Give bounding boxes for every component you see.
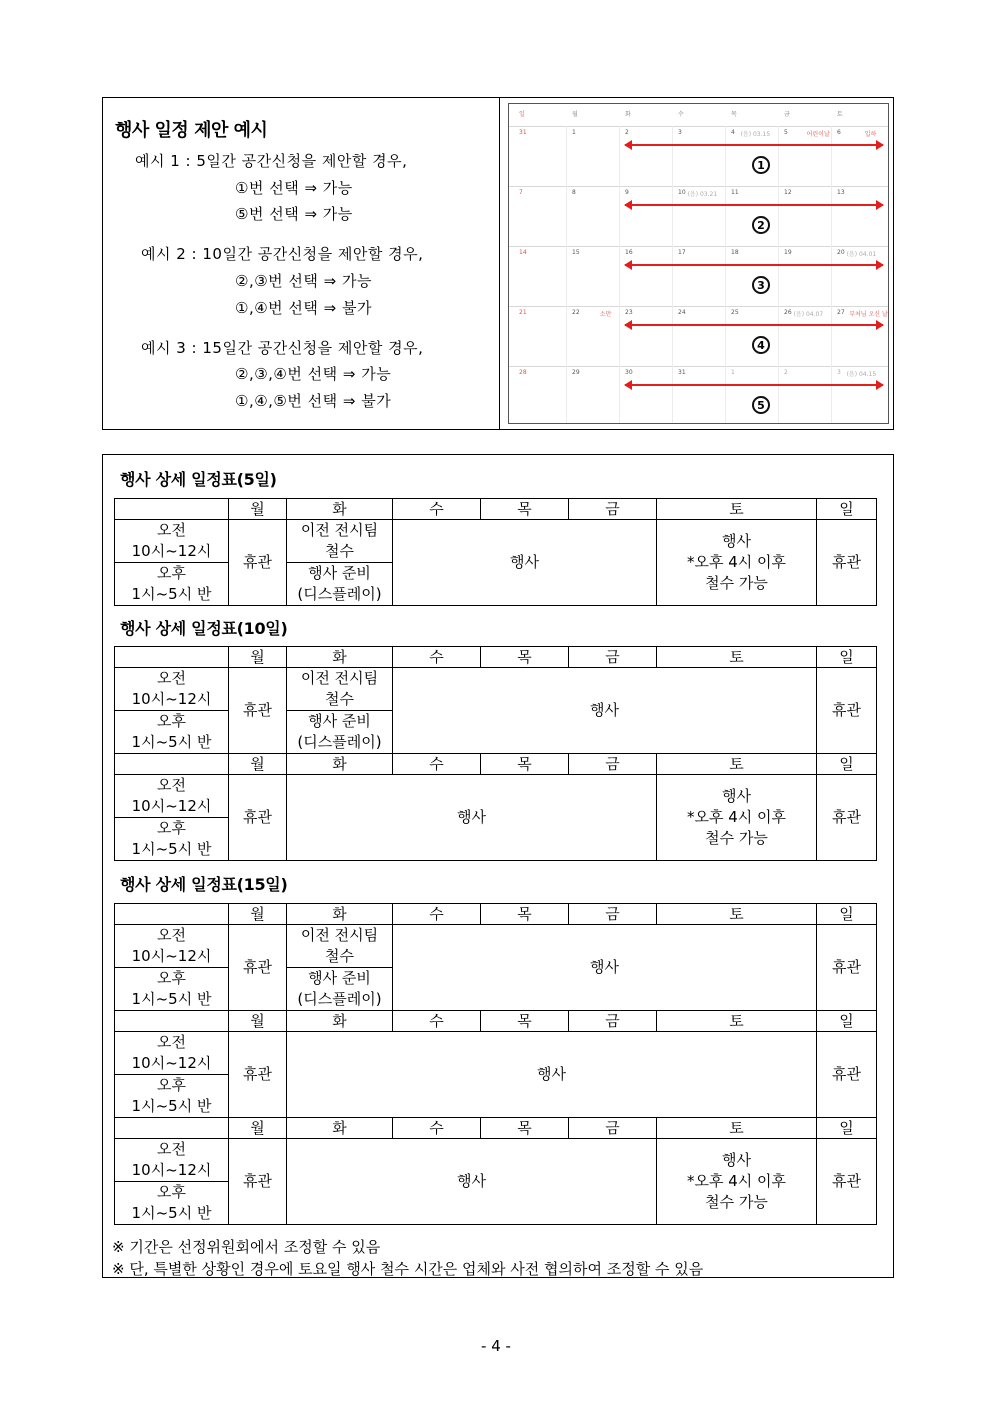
header-sat: 토 (657, 754, 817, 775)
calendar-date: 24 (678, 309, 686, 316)
period-arrow (625, 264, 883, 266)
example-title: 행사 일정 제안 예시 (115, 120, 268, 141)
header-wed: 수 (393, 1118, 481, 1139)
calendar-cell-separator (619, 306, 620, 366)
time-pm (115, 818, 229, 861)
header-mon: 월 (229, 904, 287, 925)
period-marker: 3 (752, 276, 770, 294)
withdraw-line-2: 철수 (325, 947, 354, 965)
time-am (115, 520, 229, 563)
calendar-date: 7 (519, 189, 523, 196)
calendar-cell-separator (566, 366, 567, 424)
calendar-cell-separator (831, 126, 832, 186)
period-marker: 2 (752, 216, 770, 234)
calendar-cell-separator (619, 246, 620, 306)
table-header-row (115, 499, 877, 520)
calendar-date: 10 (678, 189, 686, 196)
calendar-cell-separator (831, 186, 832, 246)
calendar-cell-separator (778, 186, 779, 246)
header-wed: 수 (393, 1011, 481, 1032)
calendar-cell-separator (831, 366, 832, 424)
calendar-date: 12 (784, 189, 792, 196)
header-blank (115, 1011, 229, 1032)
am-label: 오전 (157, 776, 186, 794)
cell-event: 행사 (393, 925, 817, 1011)
am-label: 오전 (157, 669, 186, 687)
am-time: 10시~12시 (131, 947, 212, 965)
schedule-5-title: 행사 상세 일정표(5일) (120, 470, 277, 489)
header-sat: 토 (657, 1118, 817, 1139)
time-am (115, 668, 229, 711)
am-time: 10시~12시 (131, 542, 212, 560)
calendar-cell-separator (672, 306, 673, 366)
calendar-date-note: (음) 03.21 (687, 191, 718, 198)
period-marker: 4 (752, 336, 770, 354)
sat-line-2: *오후 4시 이후 (686, 1172, 787, 1190)
header-fri: 금 (569, 754, 657, 775)
table-row-am (115, 520, 877, 563)
calendar-date-note: (음) 04.07 (793, 311, 824, 318)
schedule-15-table (114, 903, 877, 1225)
header-wed: 수 (393, 499, 481, 520)
sat-line-1: 행사 (722, 532, 751, 550)
calendar-date: 20 (837, 249, 845, 256)
am-label: 오전 (157, 521, 186, 539)
calendar-week-row (509, 366, 888, 424)
am-label: 오전 (157, 1140, 186, 1158)
am-time: 10시~12시 (131, 690, 212, 708)
pm-time: 1시~5시 반 (131, 840, 212, 858)
cell-event: 행사 (287, 775, 657, 861)
am-time: 10시~12시 (131, 1054, 212, 1072)
cell-mon-closed: 휴관 (229, 668, 287, 754)
calendar-cell-separator (725, 306, 726, 366)
header-fri: 금 (569, 1118, 657, 1139)
am-time: 10시~12시 (131, 1161, 212, 1179)
example-1-option-b: ⑤번 선택 ⇒ 가능 (235, 205, 353, 223)
example-box (102, 97, 894, 430)
calendar-cell-separator (566, 306, 567, 366)
header-thu: 목 (481, 647, 569, 668)
cell-sun-closed: 휴관 (817, 925, 877, 1011)
example-3-option-a: ②,③,④번 선택 ⇒ 가능 (235, 365, 392, 383)
pm-time: 1시~5시 반 (131, 585, 212, 603)
pm-time: 1시~5시 반 (131, 1204, 212, 1222)
calendar-date: 14 (519, 249, 527, 256)
calendar-date-note: (음) 03.15 (740, 131, 771, 138)
header-fri: 금 (569, 1011, 657, 1032)
withdraw-line-1: 이전 전시팀 (300, 521, 379, 539)
calendar-date: 21 (519, 309, 527, 316)
pm-label: 오후 (157, 1183, 186, 1201)
cell-sun-closed: 휴관 (817, 1032, 877, 1118)
header-sun: 일 (817, 904, 877, 925)
calendar-day-sat: 토 (837, 111, 843, 118)
header-sat: 토 (657, 499, 817, 520)
header-blank (115, 499, 229, 520)
header-wed: 수 (393, 754, 481, 775)
header-tue: 화 (287, 647, 393, 668)
cell-tue-prep (287, 711, 393, 754)
cell-sun-closed: 휴관 (817, 1139, 877, 1225)
header-blank (115, 647, 229, 668)
header-sat: 토 (657, 904, 817, 925)
withdraw-line-2: 철수 (325, 690, 354, 708)
calendar-date: 27 (837, 309, 845, 316)
am-label: 오전 (157, 1033, 186, 1051)
header-thu: 목 (481, 904, 569, 925)
header-sun: 일 (817, 754, 877, 775)
table-header-row (115, 1011, 877, 1032)
calendar-week-row (509, 246, 888, 307)
time-am (115, 925, 229, 968)
cell-tue-withdraw (287, 925, 393, 968)
time-pm (115, 711, 229, 754)
calendar-date: 23 (625, 309, 633, 316)
calendar-day-fri: 금 (784, 111, 790, 118)
calendar-cell-separator (725, 246, 726, 306)
schedule-5-table (114, 498, 877, 606)
cell-sat (657, 520, 817, 606)
header-fri: 금 (569, 499, 657, 520)
cell-sun-closed: 휴관 (817, 775, 877, 861)
header-fri: 금 (569, 647, 657, 668)
time-am (115, 1032, 229, 1075)
calendar-cell-separator (725, 126, 726, 186)
header-sun: 일 (817, 499, 877, 520)
time-am (115, 1139, 229, 1182)
table-header-row (115, 904, 877, 925)
withdraw-line-1: 이전 전시팀 (300, 669, 379, 687)
period-arrow (625, 204, 883, 206)
header-thu: 목 (481, 499, 569, 520)
cell-tue-withdraw (287, 668, 393, 711)
sat-line-2: *오후 4시 이후 (686, 553, 787, 571)
schedule-10-title: 행사 상세 일정표(10일) (120, 619, 288, 638)
cell-sat (657, 775, 817, 861)
sat-line-2: *오후 4시 이후 (686, 808, 787, 826)
calendar-header (509, 104, 888, 127)
calendar-week-row (509, 306, 888, 367)
calendar-date: 2 (784, 369, 788, 376)
calendar-cell-separator (778, 246, 779, 306)
header-blank (115, 1118, 229, 1139)
prep-line-2: (디스플레이) (297, 990, 382, 1008)
header-mon: 월 (229, 1011, 287, 1032)
cell-tue-prep (287, 968, 393, 1011)
calendar-date: 19 (784, 249, 792, 256)
schedule-10-table (114, 646, 877, 861)
calendar-date: 3 (678, 129, 682, 136)
calendar-cell-separator (566, 186, 567, 246)
example-1-option-a: ①번 선택 ⇒ 가능 (235, 179, 353, 197)
calendar-cell-separator (778, 306, 779, 366)
cell-sun-closed: 휴관 (817, 520, 877, 606)
calendar-day-mon: 월 (572, 111, 578, 118)
header-thu: 목 (481, 1011, 569, 1032)
cell-mon-closed: 휴관 (229, 925, 287, 1011)
calendar-date: 30 (625, 369, 633, 376)
calendar-cell-separator (725, 366, 726, 424)
period-marker: 1 (752, 156, 770, 174)
calendar-date: 3 (837, 369, 841, 376)
calendar-date-note: 어린이날 (806, 131, 830, 138)
calendar-date: 29 (572, 369, 580, 376)
header-blank (115, 754, 229, 775)
example-2-heading: 예시 2 : 10일간 공간신청을 제안할 경우, (141, 245, 424, 263)
header-wed: 수 (393, 647, 481, 668)
sat-line-1: 행사 (722, 787, 751, 805)
am-label: 오전 (157, 926, 186, 944)
calendar-date: 11 (731, 189, 739, 196)
cell-mon-closed: 휴관 (229, 775, 287, 861)
cell-tue-prep (287, 563, 393, 606)
example-2-option-b: ①,④번 선택 ⇒ 불가 (235, 299, 372, 317)
header-mon: 월 (229, 1118, 287, 1139)
calendar-week-row (509, 126, 888, 187)
period-arrow (625, 324, 883, 326)
header-tue: 화 (287, 904, 393, 925)
sat-line-1: 행사 (722, 1151, 751, 1169)
header-sun: 일 (817, 647, 877, 668)
example-3-heading: 예시 3 : 15일간 공간신청을 제안할 경우, (141, 339, 424, 357)
calendar-date: 18 (731, 249, 739, 256)
pm-label: 오후 (157, 1076, 186, 1094)
pm-label: 오후 (157, 712, 186, 730)
calendar-date: 1 (731, 369, 735, 376)
header-tue: 화 (287, 499, 393, 520)
calendar-date: 26 (784, 309, 792, 316)
cell-mon-closed: 휴관 (229, 1139, 287, 1225)
calendar-image (508, 103, 889, 424)
cell-event: 행사 (393, 520, 657, 606)
calendar-date: 28 (519, 369, 527, 376)
calendar-cell-separator (672, 366, 673, 424)
time-pm (115, 1075, 229, 1118)
calendar-date-note: (음) 04.15 (846, 371, 877, 378)
calendar-cell-separator (619, 126, 620, 186)
calendar-date: 17 (678, 249, 686, 256)
period-arrow (625, 384, 883, 386)
table-row-am (115, 668, 877, 711)
period-arrow (625, 144, 883, 146)
cell-event: 행사 (287, 1032, 817, 1118)
calendar-date: 6 (837, 129, 841, 136)
prep-line-2: (디스플레이) (297, 585, 382, 603)
am-time: 10시~12시 (131, 797, 212, 815)
example-2-option-a: ②,③번 선택 ⇒ 가능 (235, 272, 372, 290)
table-row-am (115, 925, 877, 968)
header-tue: 화 (287, 1011, 393, 1032)
calendar-date: 4 (731, 129, 735, 136)
header-mon: 월 (229, 647, 287, 668)
header-sun: 일 (817, 1118, 877, 1139)
calendar-date-note: 소만 (599, 311, 612, 318)
calendar-date: 5 (784, 129, 788, 136)
withdraw-line-2: 철수 (325, 542, 354, 560)
note-1: ※ 기간은 선정위원회에서 조정할 수 있음 (112, 1238, 381, 1256)
sat-line-3: 철수 가능 (705, 1193, 768, 1211)
header-mon: 월 (229, 499, 287, 520)
pm-time: 1시~5시 반 (131, 1097, 212, 1115)
table-row-am (115, 1139, 877, 1182)
header-sat: 토 (657, 1011, 817, 1032)
time-pm (115, 563, 229, 606)
calendar-day-tue: 화 (625, 111, 631, 118)
pm-time: 1시~5시 반 (131, 990, 212, 1008)
calendar-cell-separator (831, 246, 832, 306)
calendar-day-thu: 목 (731, 111, 737, 118)
calendar-day-sun: 일 (519, 111, 525, 118)
table-header-row (115, 1118, 877, 1139)
prep-line-1: 행사 준비 (308, 969, 371, 987)
calendar-cell-separator (778, 126, 779, 186)
header-sat: 토 (657, 647, 817, 668)
prep-line-1: 행사 준비 (308, 712, 371, 730)
calendar-date-note: (음) 04.01 (846, 251, 877, 258)
page-number: - 4 - (481, 1337, 511, 1355)
cell-mon-closed: 휴관 (229, 1032, 287, 1118)
header-mon: 월 (229, 754, 287, 775)
header-wed: 수 (393, 904, 481, 925)
header-fri: 금 (569, 904, 657, 925)
table-header-row (115, 647, 877, 668)
note-2: ※ 단, 특별한 상황인 경우에 토요일 행사 철수 시간은 업체와 사전 협의하여 조정할 수 있음 (112, 1260, 704, 1278)
header-tue: 화 (287, 754, 393, 775)
pm-label: 오후 (157, 819, 186, 837)
calendar-cell-separator (672, 186, 673, 246)
calendar-cell-separator (725, 186, 726, 246)
cell-event: 행사 (393, 668, 817, 754)
calendar-date-note: 입하 (864, 131, 877, 138)
calendar-date-note: 부처님 오신 날 (849, 311, 888, 318)
table-header-row (115, 754, 877, 775)
calendar-cell-separator (566, 246, 567, 306)
sat-line-3: 철수 가능 (705, 829, 768, 847)
sat-line-3: 철수 가능 (705, 574, 768, 592)
time-am (115, 775, 229, 818)
time-pm (115, 1182, 229, 1225)
calendar-date: 1 (572, 129, 576, 136)
pm-label: 오후 (157, 969, 186, 987)
calendar-date: 31 (678, 369, 686, 376)
calendar-week-row (509, 186, 888, 247)
time-pm (115, 968, 229, 1011)
calendar-date: 16 (625, 249, 633, 256)
header-sun: 일 (817, 1011, 877, 1032)
cell-sun-closed: 휴관 (817, 668, 877, 754)
header-thu: 목 (481, 754, 569, 775)
calendar-cell-separator (566, 126, 567, 186)
calendar-date: 22 (572, 309, 580, 316)
pm-time: 1시~5시 반 (131, 733, 212, 751)
header-blank (115, 904, 229, 925)
calendar-date: 9 (625, 189, 629, 196)
calendar-date: 25 (731, 309, 739, 316)
calendar-cell-separator (831, 306, 832, 366)
prep-line-2: (디스플레이) (297, 733, 382, 751)
header-tue: 화 (287, 1118, 393, 1139)
calendar-date: 8 (572, 189, 576, 196)
calendar-date: 2 (625, 129, 629, 136)
calendar-cell-separator (778, 366, 779, 424)
calendar-cell-separator (619, 366, 620, 424)
calendar-cell-separator (672, 126, 673, 186)
cell-tue-withdraw (287, 520, 393, 563)
calendar-date: 31 (519, 129, 527, 136)
example-divider (499, 98, 500, 429)
cell-event: 행사 (287, 1139, 657, 1225)
table-row-am (115, 775, 877, 818)
calendar-day-wed: 수 (678, 111, 684, 118)
example-3-option-b: ①,④,⑤번 선택 ⇒ 불가 (235, 392, 392, 410)
cell-sat (657, 1139, 817, 1225)
example-1-heading: 예시 1 : 5일간 공간신청을 제안할 경우, (135, 152, 408, 170)
pm-label: 오후 (157, 564, 186, 582)
table-row-am (115, 1032, 877, 1075)
prep-line-1: 행사 준비 (308, 564, 371, 582)
withdraw-line-1: 이전 전시팀 (300, 926, 379, 944)
calendar-cell-separator (672, 246, 673, 306)
cell-mon-closed: 휴관 (229, 520, 287, 606)
period-marker: 5 (752, 396, 770, 414)
schedule-15-title: 행사 상세 일정표(15일) (120, 875, 288, 894)
calendar-date: 15 (572, 249, 580, 256)
header-thu: 목 (481, 1118, 569, 1139)
calendar-cell-separator (619, 186, 620, 246)
calendar-date: 13 (837, 189, 845, 196)
